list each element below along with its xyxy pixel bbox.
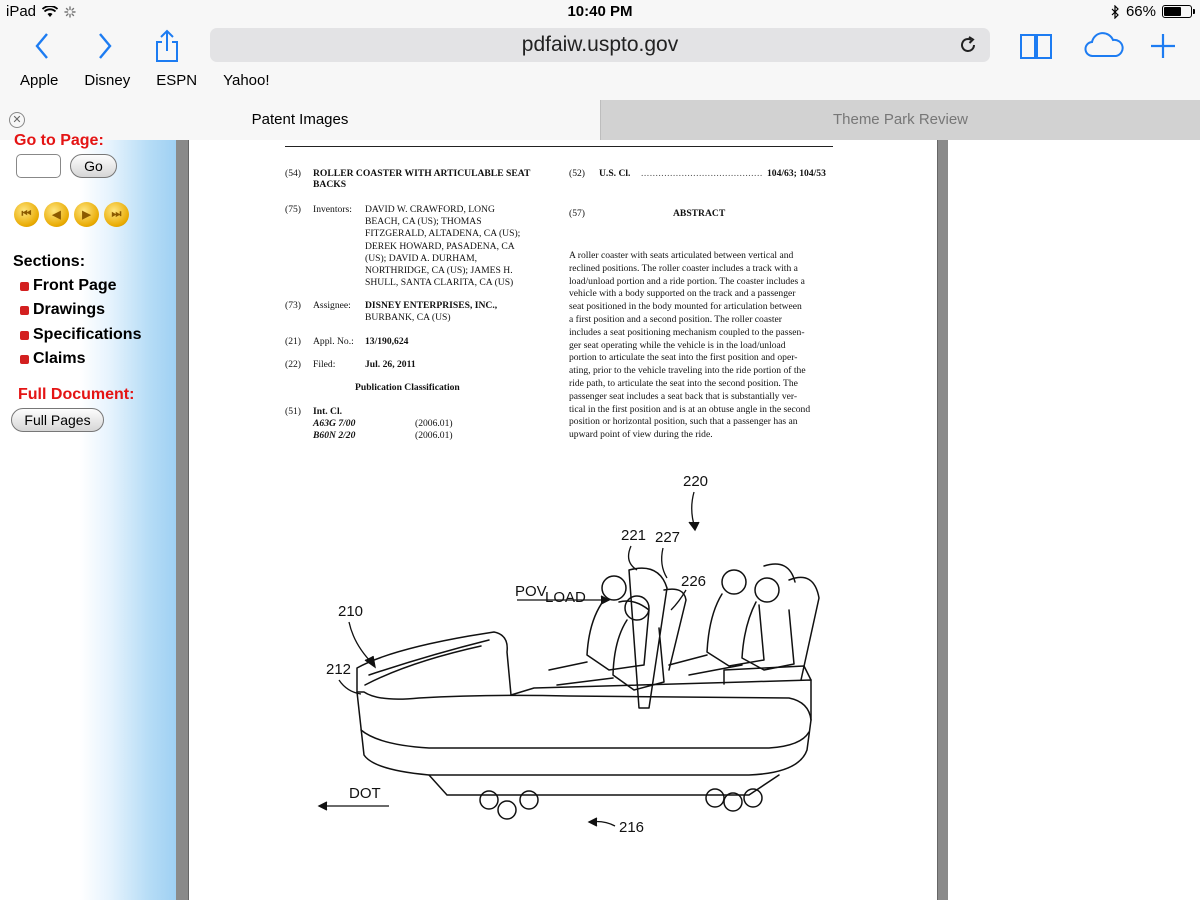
bookmark-espn[interactable]: ESPN [156,72,198,89]
bullet-icon [20,282,29,291]
full-document-title: Full Document: [18,386,135,403]
field-number: (75) [285,204,301,215]
patent-page [188,140,938,900]
us-cl-dots: .......................................... [641,168,763,179]
new-tab-button[interactable] [1143,26,1183,66]
icloud-tabs-button[interactable] [1082,26,1126,66]
page-number-input[interactable] [16,154,61,178]
book-icon [1019,32,1053,60]
section-front-page[interactable]: Front Page [20,277,117,295]
header-rule [285,146,833,147]
full-pages-button[interactable]: Full Pages [11,408,104,432]
battery-fill [1164,7,1181,16]
section-specifications[interactable]: Specifications [20,326,141,344]
field-number: (57) [569,208,585,219]
go-button[interactable]: Go [70,154,117,178]
label-load: LOAD [545,589,586,606]
tab-label: Theme Park Review [832,111,969,128]
field-number: (51) [285,406,301,417]
field-number: (54) [285,168,301,179]
clock: 10:40 PM [567,3,633,20]
us-cl-value: 104/63; 104/53 [767,168,826,179]
field-number: (52) [569,168,585,179]
roller-coaster-drawing [189,470,938,900]
bullet-icon [20,355,29,364]
patent-sidebar [0,132,176,900]
label-226: 226 [681,573,707,590]
patent-title: ROLLER COASTER WITH ARTICULABLE SEAT BACKS [313,168,531,190]
vehicle-nose [357,632,511,695]
device-name: iPad [6,3,37,20]
label-212: 212 [326,661,352,678]
vehicle-hull [357,692,811,775]
chevron-right-icon [97,32,113,60]
field-number: (73) [285,300,301,311]
inventors-label: Inventors: [313,204,352,215]
last-page-icon[interactable]: ⏭ [104,202,129,227]
bookmarks-button[interactable] [1016,26,1056,66]
inventors-list: DAVID W. CRAWFORD, LONG BEACH, CA (US); THOMAS FITZGERALD, ALTADENA, CA (US); DEREK HOWARD, PASADENA, CA (US); DAVID A. DURHAM, NORTHRIDGE, CA (US); JAMES H. SHULL, SANTA CLARITA, CA (US) [365,204,521,289]
first-page-icon[interactable]: ⏮ [14,202,39,227]
share-button[interactable] [147,26,187,66]
int-cl-year: (2006.01) [415,418,453,429]
assignee-label: Assignee: [313,300,351,311]
reload-icon [959,36,977,54]
wheel [498,801,516,819]
label-210: 210 [338,603,364,620]
assignee-value: DISNEY ENTERPRISES, INC., BURBANK, CA (US) [365,300,498,324]
bluetooth-icon [1111,5,1120,19]
browser-toolbar [0,26,1200,100]
int-cl-code: A63G 7/00 [313,418,356,429]
close-tab-icon[interactable]: ✕ [9,112,25,128]
reload-button[interactable] [956,28,980,62]
section-claims[interactable]: Claims [20,350,85,368]
favorites-bar [0,72,276,94]
chevron-left-icon [34,32,50,60]
us-cl-label: U.S. Cl. [599,168,631,179]
tab-theme-park-review[interactable] [600,100,1200,140]
int-cl-code: B60N 2/20 [313,430,356,441]
address-bar[interactable] [210,28,990,62]
field-number: (21) [285,336,301,347]
go-to-page-title: Go to Page: [14,132,104,149]
bookmark-yahoo[interactable]: Yahoo! [223,72,270,89]
battery-percent: 66% [1125,3,1156,20]
filed-value: Jul. 26, 2011 [365,359,416,370]
int-cl-label: Int. Cl. [313,406,343,417]
tab-bar [0,100,1200,140]
back-button[interactable] [22,26,62,66]
url-text: pdfaiw.uspto.gov [521,33,679,56]
tab-label: Patent Images [251,111,349,128]
wheel [520,791,538,809]
field-number: (22) [285,359,301,370]
int-cl-year: (2006.01) [415,430,453,441]
wheel [706,789,724,807]
pub-class-heading: Publication Classification [355,382,460,393]
section-drawings[interactable]: Drawings [20,301,105,319]
page-nav-arrows [14,202,129,227]
filed-label: Filed: [313,359,336,370]
appl-label: Appl. No.: [313,336,354,347]
label-220: 220 [683,473,709,490]
abstract-title: ABSTRACT [673,208,726,219]
forward-button[interactable] [85,26,125,66]
next-page-icon[interactable]: ▶ [74,202,99,227]
plus-icon [1150,33,1176,59]
abstract-body: A roller coaster with seats articulated between vertical and reclined positions. The roller coaster includes a track with a load/unload portion and a ride portion. The coaster includes a vehicle with a body supported on the track and a passenger seat positioned in the body mounted for articulation between a first position and a second position. The roller coaster includes a seat positioning mechanism coupled to the passen- ger seat operating while the vehicle is in the load/unload portion to articulate the seat into the first position and oper- ating, prior to the vehicle traveling into the ride portion of the ride path, to articulate the seat into the second position. The passenger seat includes a seat back that is substantially ver- tical in the first position and is at an obtuse angle in the second position or horizontal position, such that a passenger has an upward point of view during the ride. [569,250,811,441]
riders [549,570,794,690]
share-icon [154,29,180,63]
seat [664,589,686,670]
blank-pane [948,140,1200,900]
battery-icon [1162,5,1192,18]
label-221: 221 [621,527,647,544]
wheel [480,791,498,809]
cloud-icon [1083,32,1125,60]
appl-value: 13/190,624 [365,336,409,347]
label-pov: POV [515,583,547,600]
bullet-icon [20,306,29,315]
label-227: 227 [655,529,681,546]
bookmark-apple[interactable]: Apple [20,72,59,89]
prev-page-icon[interactable]: ◀ [44,202,69,227]
bullet-icon [20,331,29,340]
label-dot: DOT [349,785,381,802]
sections-title: Sections: [13,253,86,270]
bookmark-disney[interactable]: Disney [84,72,131,89]
label-216: 216 [619,819,645,836]
status-bar [0,0,1200,26]
